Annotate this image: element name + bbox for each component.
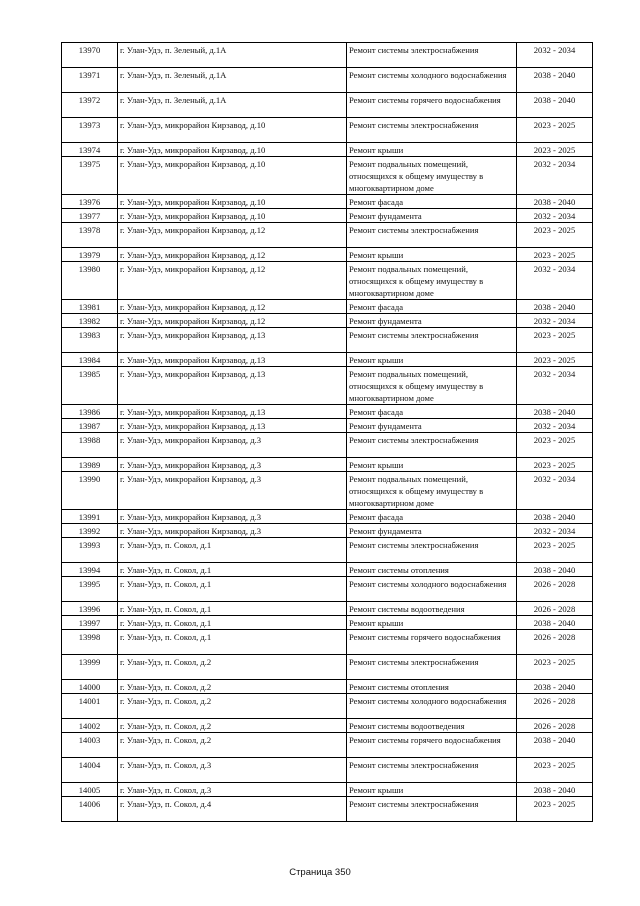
row-number-cell: 14000 [62,680,118,694]
period-cell: 2023 - 2025 [517,248,593,262]
row-number-cell: 13997 [62,616,118,630]
address-cell: г. Улан-Удэ, микрорайон Кирзавод, д.3 [118,510,347,524]
address-cell: г. Улан-Удэ, п. Сокол, д.1 [118,602,347,616]
address-cell: г. Улан-Удэ, микрорайон Кирзавод, д.12 [118,248,347,262]
work-type-cell: Ремонт подвальных помещений, относящихся к общему имуществу в многоквартирном доме [347,472,517,510]
period-cell: 2032 - 2034 [517,472,593,510]
address-cell: г. Улан-Удэ, микрорайон Кирзавод, д.3 [118,458,347,472]
address-cell: г. Улан-Удэ, п. Сокол, д.3 [118,758,347,783]
row-number-cell: 14002 [62,719,118,733]
row-number-cell: 13973 [62,118,118,143]
period-cell: 2023 - 2025 [517,538,593,563]
repair-schedule-table [61,42,593,822]
period-cell: 2026 - 2028 [517,577,593,602]
work-type-cell: Ремонт системы холодного водоснабжения [347,694,517,719]
row-number-cell: 13990 [62,472,118,510]
repair-schedule-body [62,43,593,822]
table-row [62,510,593,524]
period-cell: 2032 - 2034 [517,157,593,195]
period-cell: 2032 - 2034 [517,314,593,328]
work-type-cell: Ремонт фундамента [347,524,517,538]
address-cell: г. Улан-Удэ, п. Зеленый, д.1А [118,43,347,68]
row-number-cell: 14004 [62,758,118,783]
row-number-cell: 13996 [62,602,118,616]
page-number: Страница 350 [289,867,351,878]
row-number-cell: 13981 [62,300,118,314]
address-cell: г. Улан-Удэ, п. Сокол, д.2 [118,680,347,694]
address-cell: г. Улан-Удэ, п. Сокол, д.2 [118,655,347,680]
table-row [62,472,593,510]
period-cell: 2038 - 2040 [517,93,593,118]
row-number-cell: 14001 [62,694,118,719]
work-type-cell: Ремонт системы горячего водоснабжения [347,733,517,758]
row-number-cell: 13972 [62,93,118,118]
row-number-cell: 14003 [62,733,118,758]
work-type-cell: Ремонт крыши [347,458,517,472]
period-cell: 2023 - 2025 [517,328,593,353]
table-row [62,328,593,353]
table-row [62,195,593,209]
table-row [62,458,593,472]
period-cell: 2032 - 2034 [517,367,593,405]
period-cell: 2026 - 2028 [517,719,593,733]
table-row [62,157,593,195]
table-row [62,783,593,797]
period-cell: 2038 - 2040 [517,510,593,524]
period-cell: 2026 - 2028 [517,694,593,719]
address-cell: г. Улан-Удэ, микрорайон Кирзавод, д.12 [118,223,347,248]
table-row [62,209,593,223]
table-row [62,223,593,248]
row-number-cell: 13992 [62,524,118,538]
work-type-cell: Ремонт фасада [347,195,517,209]
work-type-cell: Ремонт фундамента [347,419,517,433]
table-row [62,524,593,538]
work-type-cell: Ремонт фасада [347,300,517,314]
period-cell: 2023 - 2025 [517,758,593,783]
row-number-cell: 13978 [62,223,118,248]
work-type-cell: Ремонт системы электроснабжения [347,328,517,353]
row-number-cell: 13999 [62,655,118,680]
table-row [62,797,593,822]
row-number-cell: 13986 [62,405,118,419]
address-cell: г. Улан-Удэ, микрорайон Кирзавод, д.10 [118,157,347,195]
work-type-cell: Ремонт системы водоотведения [347,719,517,733]
address-cell: г. Улан-Удэ, п. Сокол, д.2 [118,733,347,758]
period-cell: 2023 - 2025 [517,433,593,458]
table-row [62,733,593,758]
period-cell: 2032 - 2034 [517,419,593,433]
work-type-cell: Ремонт крыши [347,353,517,367]
work-type-cell: Ремонт крыши [347,248,517,262]
address-cell: г. Улан-Удэ, п. Сокол, д.2 [118,694,347,719]
address-cell: г. Улан-Удэ, микрорайон Кирзавод, д.12 [118,314,347,328]
address-cell: г. Улан-Удэ, п. Зеленый, д.1А [118,93,347,118]
table-row [62,68,593,93]
work-type-cell: Ремонт системы отопления [347,563,517,577]
address-cell: г. Улан-Удэ, микрорайон Кирзавод, д.12 [118,262,347,300]
row-number-cell: 13982 [62,314,118,328]
work-type-cell: Ремонт системы холодного водоснабжения [347,68,517,93]
work-type-cell: Ремонт системы водоотведения [347,602,517,616]
work-type-cell: Ремонт системы отопления [347,680,517,694]
period-cell: 2038 - 2040 [517,300,593,314]
row-number-cell: 13975 [62,157,118,195]
row-number-cell: 13984 [62,353,118,367]
address-cell: г. Улан-Удэ, микрорайон Кирзавод, д.13 [118,328,347,353]
address-cell: г. Улан-Удэ, п. Зеленый, д.1А [118,68,347,93]
row-number-cell: 13998 [62,630,118,655]
row-number-cell: 13995 [62,577,118,602]
address-cell: г. Улан-Удэ, микрорайон Кирзавод, д.3 [118,472,347,510]
address-cell: г. Улан-Удэ, микрорайон Кирзавод, д.13 [118,419,347,433]
work-type-cell: Ремонт системы холодного водоснабжения [347,577,517,602]
period-cell: 2038 - 2040 [517,733,593,758]
address-cell: г. Улан-Удэ, микрорайон Кирзавод, д.10 [118,209,347,223]
period-cell: 2038 - 2040 [517,405,593,419]
period-cell: 2032 - 2034 [517,209,593,223]
table-row [62,602,593,616]
period-cell: 2026 - 2028 [517,602,593,616]
table-row [62,43,593,68]
address-cell: г. Улан-Удэ, п. Сокол, д.1 [118,563,347,577]
table-row [62,563,593,577]
period-cell: 2023 - 2025 [517,118,593,143]
row-number-cell: 13979 [62,248,118,262]
work-type-cell: Ремонт системы горячего водоснабжения [347,93,517,118]
period-cell: 2038 - 2040 [517,783,593,797]
period-cell: 2023 - 2025 [517,655,593,680]
work-type-cell: Ремонт системы электроснабжения [347,223,517,248]
row-number-cell: 13989 [62,458,118,472]
period-cell: 2023 - 2025 [517,223,593,248]
table-row [62,630,593,655]
period-cell: 2023 - 2025 [517,458,593,472]
work-type-cell: Ремонт системы электроснабжения [347,655,517,680]
row-number-cell: 13987 [62,419,118,433]
table-row [62,118,593,143]
period-cell: 2023 - 2025 [517,353,593,367]
work-type-cell: Ремонт системы горячего водоснабжения [347,630,517,655]
period-cell: 2038 - 2040 [517,68,593,93]
work-type-cell: Ремонт системы электроснабжения [347,433,517,458]
table-row [62,262,593,300]
table-row [62,419,593,433]
address-cell: г. Улан-Удэ, микрорайон Кирзавод, д.10 [118,143,347,157]
work-type-cell: Ремонт фасада [347,510,517,524]
table-row [62,655,593,680]
table-row [62,758,593,783]
work-type-cell: Ремонт подвальных помещений, относящихся к общему имуществу в многоквартирном доме [347,367,517,405]
period-cell: 2023 - 2025 [517,143,593,157]
row-number-cell: 13983 [62,328,118,353]
table-row [62,314,593,328]
work-type-cell: Ремонт системы электроснабжения [347,758,517,783]
address-cell: г. Улан-Удэ, п. Сокол, д.2 [118,719,347,733]
row-number-cell: 13977 [62,209,118,223]
address-cell: г. Улан-Удэ, микрорайон Кирзавод, д.10 [118,118,347,143]
address-cell: г. Улан-Удэ, п. Сокол, д.3 [118,783,347,797]
address-cell: г. Улан-Удэ, микрорайон Кирзавод, д.3 [118,433,347,458]
table-row [62,367,593,405]
work-type-cell: Ремонт системы электроснабжения [347,538,517,563]
table-row [62,433,593,458]
period-cell: 2038 - 2040 [517,563,593,577]
period-cell: 2038 - 2040 [517,680,593,694]
row-number-cell: 13970 [62,43,118,68]
address-cell: г. Улан-Удэ, п. Сокол, д.1 [118,616,347,630]
row-number-cell: 13974 [62,143,118,157]
address-cell: г. Улан-Удэ, микрорайон Кирзавод, д.12 [118,300,347,314]
table-row [62,577,593,602]
table-row [62,538,593,563]
work-type-cell: Ремонт крыши [347,616,517,630]
work-type-cell: Ремонт подвальных помещений, относящихся к общему имуществу в многоквартирном доме [347,157,517,195]
row-number-cell: 13985 [62,367,118,405]
table-row [62,616,593,630]
table-row [62,405,593,419]
table-row [62,143,593,157]
work-type-cell: Ремонт системы электроснабжения [347,118,517,143]
address-cell: г. Улан-Удэ, п. Сокол, д.4 [118,797,347,822]
row-number-cell: 13980 [62,262,118,300]
row-number-cell: 13991 [62,510,118,524]
table-row [62,93,593,118]
period-cell: 2038 - 2040 [517,195,593,209]
period-cell: 2026 - 2028 [517,630,593,655]
row-number-cell: 13976 [62,195,118,209]
period-cell: 2032 - 2034 [517,524,593,538]
table-row [62,694,593,719]
address-cell: г. Улан-Удэ, микрорайон Кирзавод, д.3 [118,524,347,538]
row-number-cell: 13993 [62,538,118,563]
row-number-cell: 13988 [62,433,118,458]
period-cell: 2038 - 2040 [517,616,593,630]
address-cell: г. Улан-Удэ, микрорайон Кирзавод, д.13 [118,367,347,405]
table-row [62,680,593,694]
period-cell: 2032 - 2034 [517,43,593,68]
address-cell: г. Улан-Удэ, микрорайон Кирзавод, д.13 [118,353,347,367]
address-cell: г. Улан-Удэ, п. Сокол, д.1 [118,538,347,563]
address-cell: г. Улан-Удэ, микрорайон Кирзавод, д.13 [118,405,347,419]
address-cell: г. Улан-Удэ, микрорайон Кирзавод, д.10 [118,195,347,209]
work-type-cell: Ремонт системы электроснабжения [347,43,517,68]
row-number-cell: 14005 [62,783,118,797]
work-type-cell: Ремонт фасада [347,405,517,419]
table-row [62,248,593,262]
row-number-cell: 14006 [62,797,118,822]
period-cell: 2023 - 2025 [517,797,593,822]
work-type-cell: Ремонт фундамента [347,209,517,223]
work-type-cell: Ремонт подвальных помещений, относящихся к общему имуществу в многоквартирном доме [347,262,517,300]
work-type-cell: Ремонт крыши [347,783,517,797]
table-row [62,719,593,733]
table-row [62,353,593,367]
work-type-cell: Ремонт фундамента [347,314,517,328]
address-cell: г. Улан-Удэ, п. Сокол, д.1 [118,630,347,655]
table-row [62,300,593,314]
period-cell: 2032 - 2034 [517,262,593,300]
address-cell: г. Улан-Удэ, п. Сокол, д.1 [118,577,347,602]
row-number-cell: 13971 [62,68,118,93]
work-type-cell: Ремонт системы электроснабжения [347,797,517,822]
work-type-cell: Ремонт крыши [347,143,517,157]
row-number-cell: 13994 [62,563,118,577]
